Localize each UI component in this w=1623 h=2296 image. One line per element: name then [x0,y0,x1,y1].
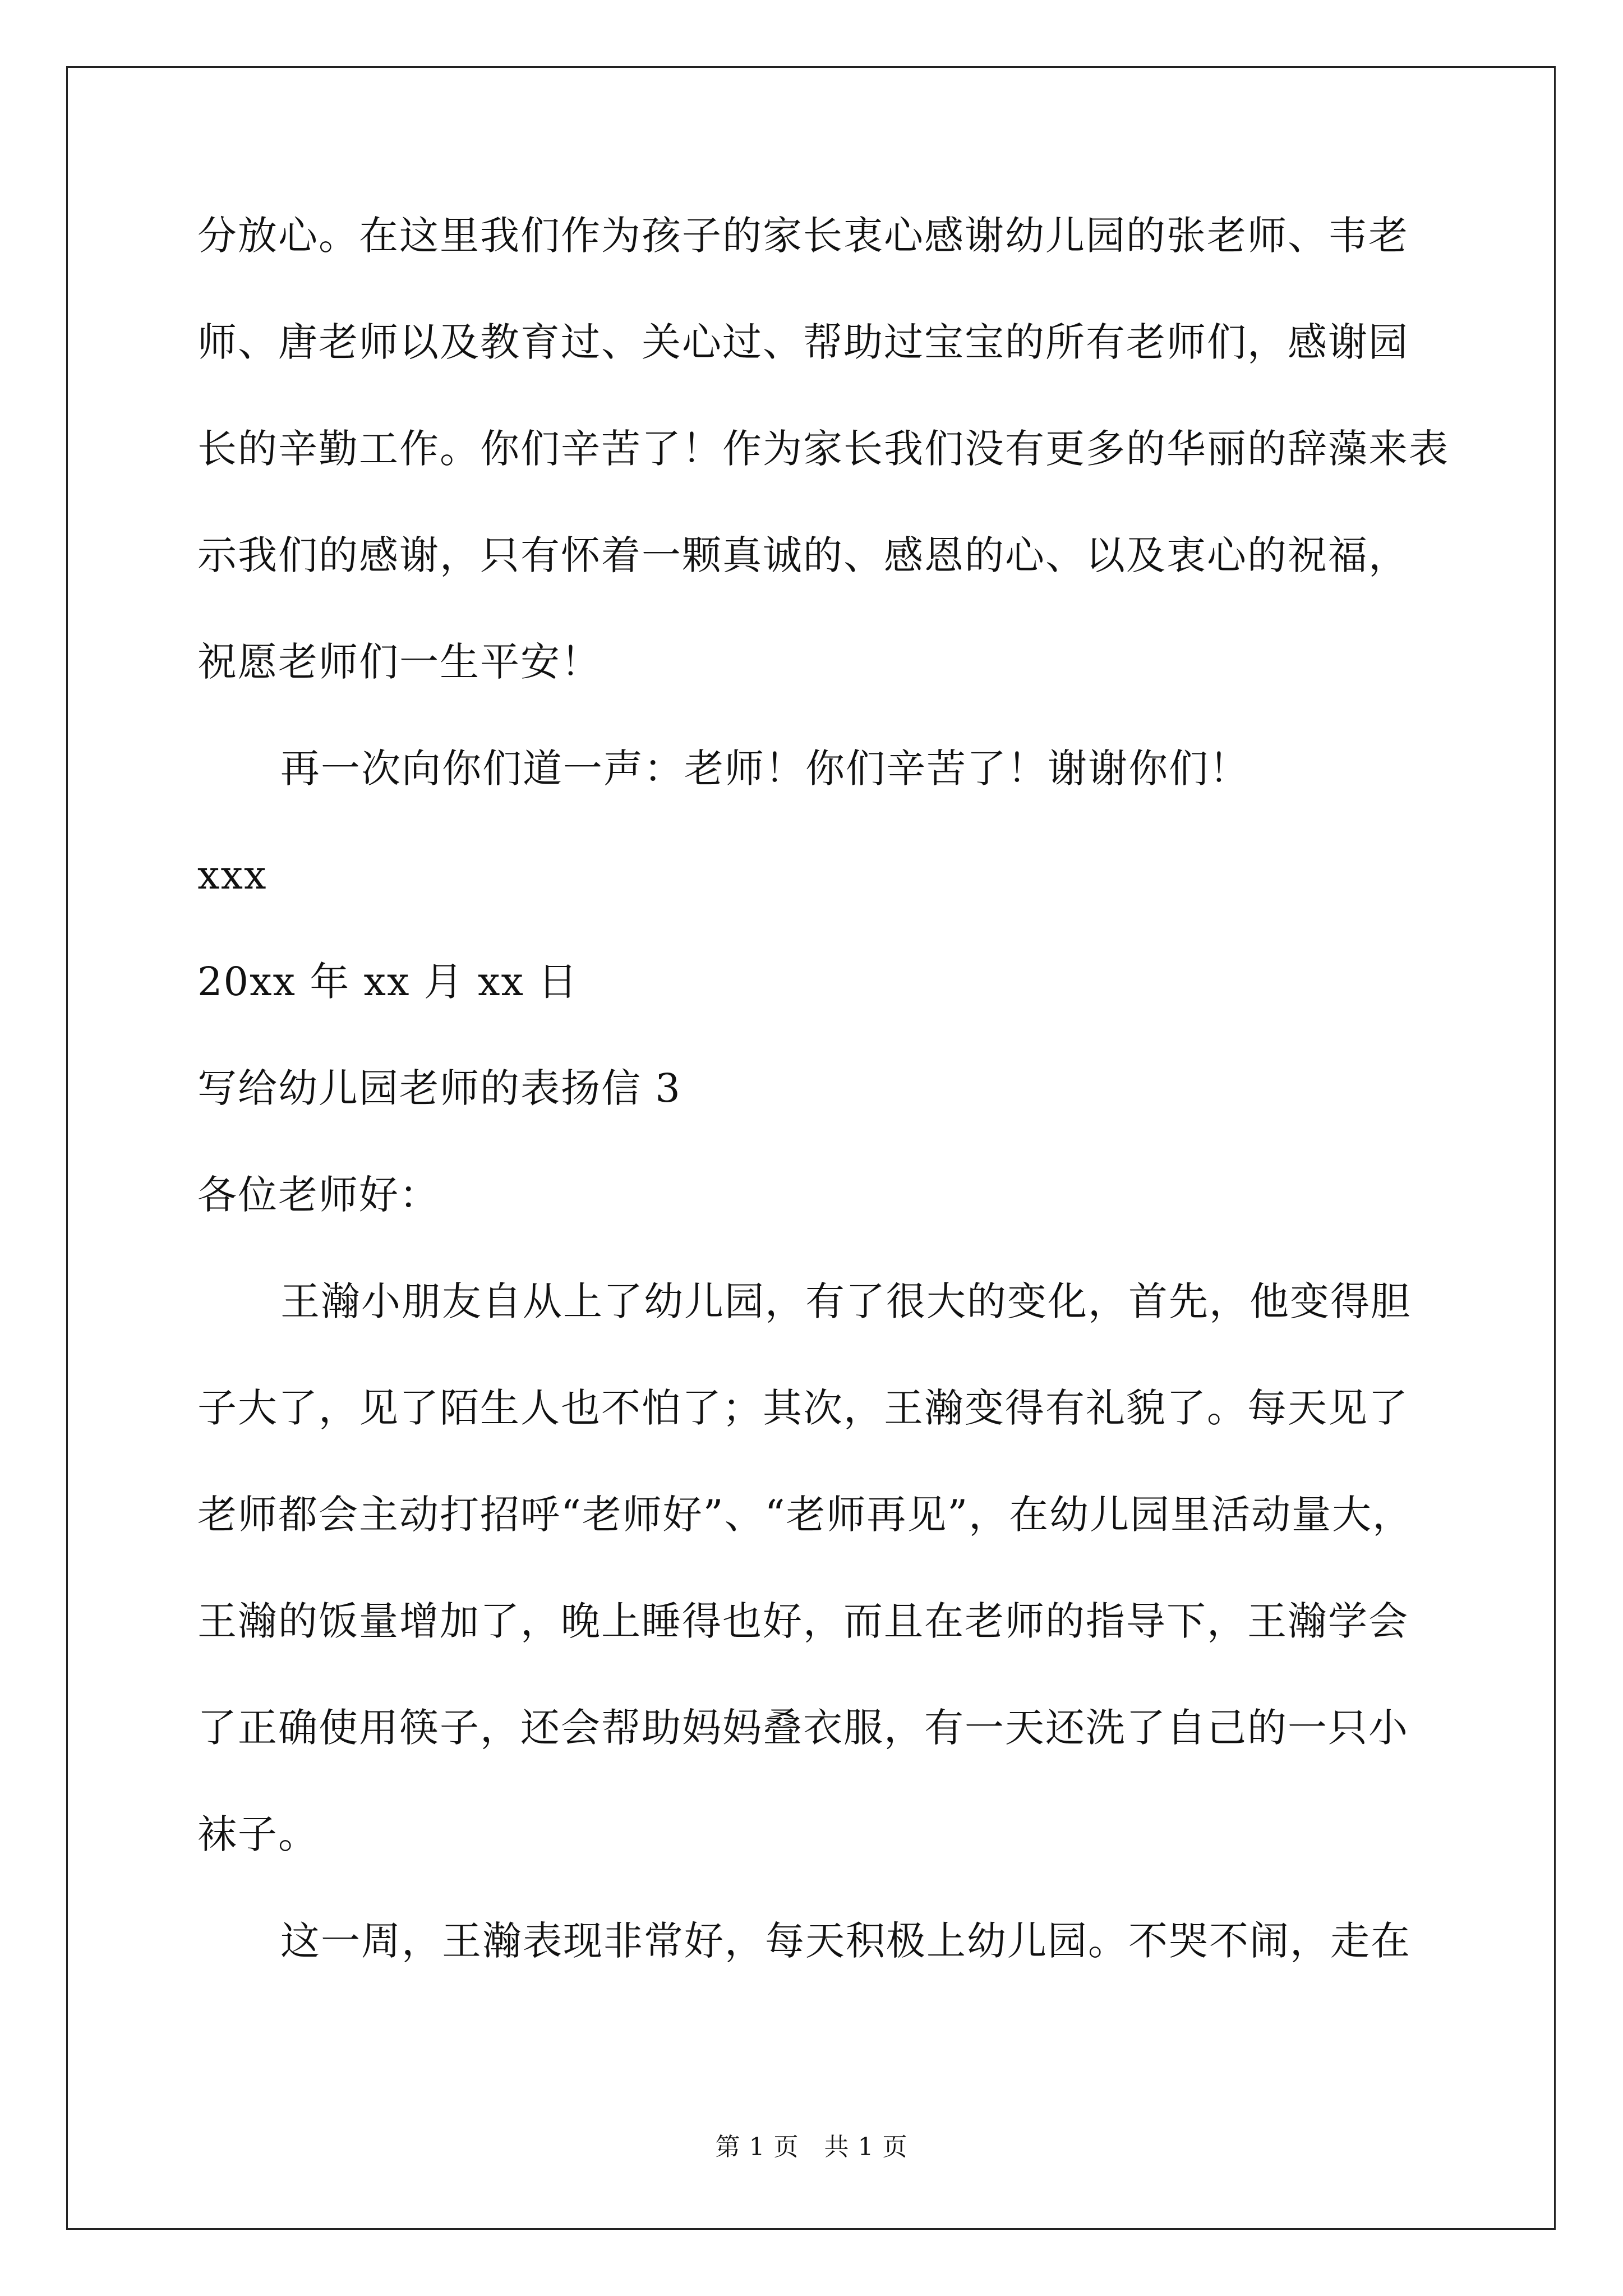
text-line: 了正确使用筷子，还会帮助妈妈叠衣服，有一天还洗了自己的一只小 [197,1705,1409,1751]
page-border [66,66,1556,2230]
text-line: 这一周，王瀚表现非常好，每天积极上幼儿园。不哭不闹，走在 [280,1918,1411,1964]
date-line: 20xx 年 xx 月 xx 日 [197,959,579,1005]
section-title: 写给幼儿园老师的表扬信 3 [197,1065,681,1111]
text-line: 分放心。在这里我们作为孩子的家长衷心感谢幼儿园的张老师、韦老 [197,213,1409,259]
text-line: 老师都会主动打招呼“老师好”、“老师再见”，在幼儿园里活动量大， [197,1492,1413,1538]
text-line: 王瀚小朋友自从上了幼儿园，有了很大的变化，首先，他变得胆 [280,1278,1411,1324]
signature: xxx [197,852,268,898]
text-line: 祝愿老师们一生平安！ [197,639,601,685]
salutation: 各位老师好： [197,1172,440,1218]
text-line: 子大了，见了陌生人也不怕了；其次，王瀚变得有礼貌了。每天见了 [197,1385,1409,1431]
text-line: 王瀚的饭量增加了，晚上睡得也好，而且在老师的指导下，王瀚学会 [197,1598,1409,1644]
text-line: 示我们的感谢，只有怀着一颗真诚的、感恩的心、以及衷心的祝福， [197,532,1409,578]
text-line: 再一次向你们道一声：老师！你们辛苦了！谢谢你们！ [280,746,1249,792]
text-line: 师、唐老师以及教育过、关心过、帮助过宝宝的所有老师们，感谢园 [197,319,1409,365]
text-line: 长的辛勤工作。你们辛苦了！作为家长我们没有更多的华丽的辞藻来表 [197,426,1449,472]
page-footer: 第 1 页 共 1 页 [715,2133,908,2161]
text-line: 袜子。 [197,1811,319,1857]
